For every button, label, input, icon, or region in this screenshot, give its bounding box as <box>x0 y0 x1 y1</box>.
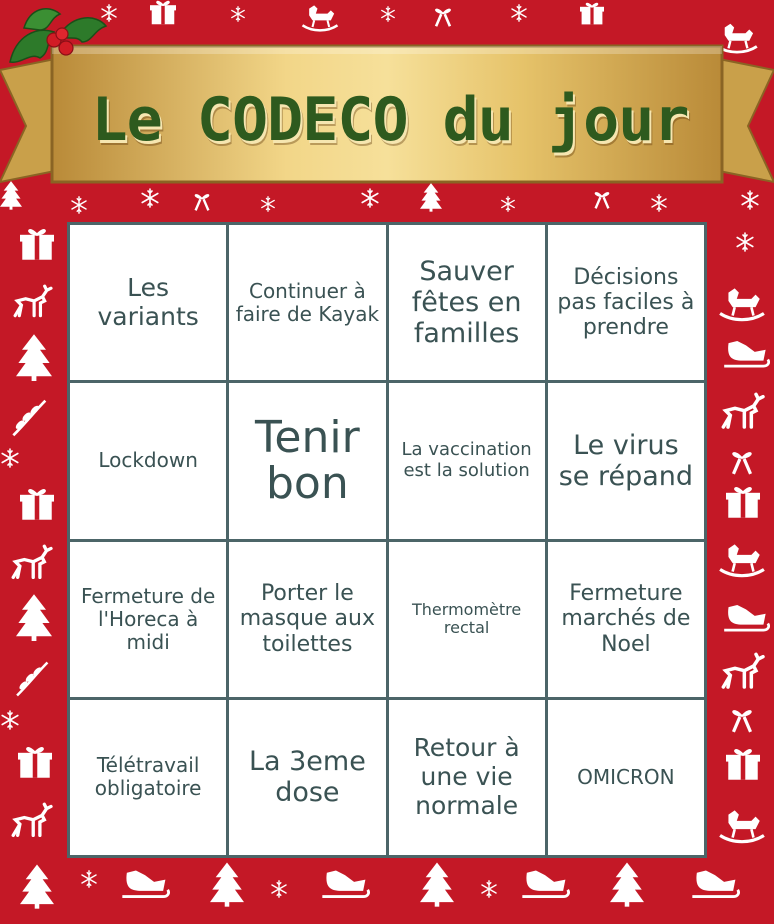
bingo-cell[interactable]: OMICRON <box>548 700 704 855</box>
bingo-cell[interactable]: Les variants <box>70 225 226 380</box>
bingo-cell[interactable]: La vaccination est la solution <box>389 383 545 538</box>
bingo-cell[interactable]: La 3eme dose <box>229 700 385 855</box>
bingo-cell[interactable]: Télétravail obligatoire <box>70 700 226 855</box>
bingo-cell[interactable]: Porter le masque aux toilettes <box>229 542 385 697</box>
bingo-cell[interactable]: Lockdown <box>70 383 226 538</box>
bingo-cell[interactable]: Retour à une vie normale <box>389 700 545 855</box>
bingo-cell[interactable]: Fermeture marchés de Noel <box>548 542 704 697</box>
bingo-grid <box>67 222 707 858</box>
bingo-cell[interactable]: Continuer à faire de Kayak <box>229 225 385 380</box>
bingo-cell[interactable]: Tenir bon <box>229 383 385 538</box>
bingo-cell[interactable]: Le virus se répand <box>548 383 704 538</box>
bingo-cell[interactable]: Thermomètre rectal <box>389 542 545 697</box>
page-title: Le CODECO du jour <box>91 85 689 155</box>
bingo-cell[interactable]: Sauver fêtes en familles <box>389 225 545 380</box>
bingo-cell[interactable]: Fermeture de l'Horeca à midi <box>70 542 226 697</box>
bingo-cell[interactable]: Décisions pas faciles à prendre <box>548 225 704 380</box>
